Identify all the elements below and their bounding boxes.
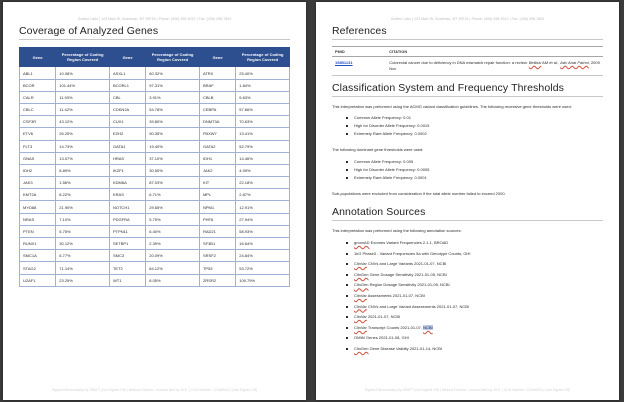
list-item (354, 335, 603, 341)
coverage-cell: 5.63% (236, 91, 290, 103)
table-row (20, 250, 290, 262)
source-detail: Gene Disease Validity 2021-01-14, NCBI (368, 345, 442, 351)
coverage-table-body (20, 67, 290, 286)
coverage-cell: 26.25% (56, 128, 110, 140)
coverage-cell: 6.40% (146, 225, 200, 237)
gene-cell: CUX1 (109, 116, 145, 128)
gene-cell: KDM6A (109, 177, 145, 189)
coverage-cell: 13.41% (236, 128, 290, 140)
gene-cell: FBXW7 (199, 128, 235, 140)
source-name: 1kG Phase3 (354, 250, 377, 256)
gene-cell: SRSF2 (199, 250, 235, 262)
source-detail: 2021-01-07, NCBI (366, 314, 401, 320)
source-detail: CNVs and Large Variant Assessments 2021-01-07, NCBI (366, 303, 470, 309)
gene-cell: CSF3R (20, 116, 56, 128)
source-detail: 2021-01-08, GHI (377, 335, 409, 341)
coverage-cell: 97.31% (146, 79, 200, 91)
gene-cell: DNMT3A (199, 116, 235, 128)
list-item (354, 272, 603, 278)
source-name: ClinVar (354, 314, 367, 320)
table-row (20, 213, 290, 225)
coverage-cell: 43.12% (56, 116, 110, 128)
table-row (20, 189, 290, 201)
gene-cell: EZH2 (109, 128, 145, 140)
coverage-cell: 39.80% (146, 116, 200, 128)
gene-cell: SF3B1 (199, 238, 235, 250)
source-name: ClinGen (354, 271, 369, 277)
page-title-coverage: Coverage of Analyzed Genes (19, 25, 290, 40)
table-row (20, 262, 290, 274)
source-name: ClinGen (354, 345, 369, 351)
gene-cell: BCOR (20, 79, 56, 91)
table-row (20, 103, 290, 115)
table-row (20, 91, 290, 103)
coverage-cell: 22.18% (236, 177, 290, 189)
list-item (354, 325, 603, 331)
gene-cell: ZRSR2 (199, 274, 235, 286)
gene-cell: CBLC (20, 103, 56, 115)
coverage-cell: 2.39% (146, 238, 200, 250)
table-row (20, 177, 290, 189)
coverage-cell: 8.05% (146, 274, 200, 286)
section-title-classification: Classification System and Frequency Thresholds (332, 82, 603, 97)
coverage-cell: 3.91% (146, 91, 200, 103)
gene-cell: PTEN (20, 225, 56, 237)
coverage-table (19, 47, 290, 287)
list-item (354, 304, 603, 310)
gene-cell: HRAS (109, 152, 145, 164)
source-detail: Region Dosage Sensitivity 2021-01-05, NCBI (368, 282, 450, 288)
citation-text: Colorectal cancer due to deficiency in DNA mismatch repair function: a review. (389, 60, 529, 65)
coverage-cell: 8.89% (56, 164, 110, 176)
coverage-cell: 23.29% (56, 274, 110, 286)
references-header-row (332, 47, 603, 57)
coverage-cell: 52.79% (236, 140, 290, 152)
coverage-cell: 27.94% (236, 213, 290, 225)
coverage-cell: 21.90% (56, 201, 110, 213)
table-row (332, 57, 603, 76)
coverage-cell: 19.40% (146, 140, 200, 152)
gene-cell: NPM1 (199, 201, 235, 213)
coverage-cell: 60.32% (146, 67, 200, 79)
source-detail: Gene Dosage Sensitivity 2021-01-05, NCBI (368, 271, 447, 277)
gene-cell: SETBP1 (109, 238, 145, 250)
list-item (354, 251, 603, 257)
table-row (20, 238, 290, 250)
list-item: Extremely Rare Allele Frequency: 0.0001 (354, 175, 603, 181)
annotation-intro: This interpretation was preformed using the following annotation sources: (332, 227, 462, 233)
table-row (20, 79, 290, 91)
coverage-cell: 12.91% (236, 201, 290, 213)
list-item (354, 261, 603, 267)
gene-cell: RAD21 (199, 225, 235, 237)
gene-cell: CDKN2A (109, 103, 145, 115)
citation-author-rest: AM et al., (541, 60, 561, 65)
gene-cell: FLT3 (20, 140, 56, 152)
gene-cell: ETV6 (20, 128, 56, 140)
gene-cell: STAG2 (20, 262, 56, 274)
coverage-cell: 54.78% (146, 103, 200, 115)
references-table (332, 46, 603, 76)
gene-cell: NRAS (20, 213, 56, 225)
list-item: Common Allele Frequency: 0.005 (354, 159, 603, 165)
coverage-cell: 6.77% (56, 250, 110, 262)
source-detail: - Variant Frequencies 5a with Genotype Counts, GHI (376, 250, 471, 256)
coverage-col-5: Gene (199, 48, 235, 67)
coverage-cell: 30.12% (56, 238, 110, 250)
coverage-cell: 6.71% (146, 189, 200, 201)
gene-cell: ASXL1 (109, 67, 145, 79)
gene-cell: GATA2 (199, 140, 235, 152)
source-name: ClinVar (354, 324, 367, 330)
gene-cell: IKZF1 (109, 164, 145, 176)
gene-cell: NOTCH1 (109, 201, 145, 213)
citation-author: Bellizzi (528, 60, 542, 65)
source-detail: Transcript Counts 2021-01-07, (366, 324, 424, 330)
citation-journal: Adv Anat Pathol (560, 60, 589, 65)
citation-date: , 2009 Nov (389, 60, 600, 71)
gene-cell: ABL1 (20, 67, 56, 79)
coverage-cell: 14.73% (56, 140, 110, 152)
gene-cell: ATRX (199, 67, 235, 79)
coverage-cell: 2.87% (236, 189, 290, 201)
coverage-cell: 8.22% (56, 189, 110, 201)
references-col-citation: CITATION (386, 47, 603, 57)
gene-cell: SMC3 (109, 250, 145, 262)
coverage-col-2: Percentage of Coding Region Covered (56, 48, 110, 67)
table-row (20, 201, 290, 213)
source-name: gnomAD (354, 240, 370, 245)
source-name: ClinVar (354, 261, 367, 267)
section-title-references: References (332, 25, 603, 40)
coverage-cell: 1.56% (56, 177, 110, 189)
gene-cell: IDH1 (199, 152, 235, 164)
dominant-thresholds-list (332, 159, 603, 183)
coverage-cell: 4.09% (236, 164, 290, 176)
gene-cell: CALR (20, 91, 56, 103)
page-header-left: Golden Labs | 123 Main St, Bozeman, MT 59715 | Phone: (406) 498-9012 | Fax: (406) 498-7654 (77, 17, 232, 21)
coverage-cell: 53.72% (236, 262, 290, 274)
list-item (354, 293, 603, 299)
gene-cell: CEBPA (199, 103, 235, 115)
annotation-sources-list (332, 240, 603, 357)
list-item: Common Allele Frequency: 0.01 (354, 115, 603, 121)
coverage-cell: 71.14% (56, 262, 110, 274)
gene-cell: RUNX1 (20, 238, 56, 250)
coverage-cell: 5.75% (146, 213, 200, 225)
list-item (354, 314, 603, 320)
gene-cell: TET2 (109, 262, 145, 274)
gene-cell: KMT2A (20, 189, 56, 201)
coverage-cell: 16.64% (236, 238, 290, 250)
gene-cell: TP53 (199, 262, 235, 274)
coverage-cell: 25.40% (236, 67, 290, 79)
coverage-cell: 58.93% (236, 225, 290, 237)
page-left (3, 2, 306, 400)
coverage-cell: 109.79% (236, 274, 290, 286)
list-item (354, 240, 603, 246)
source-name: ClinVar (354, 303, 367, 309)
dominant-intro: The following dominant gene thresholds were used: (332, 147, 424, 153)
coverage-cell: 5.75% (56, 225, 110, 237)
references-col-pmid: PMID (332, 47, 386, 57)
table-row (20, 274, 290, 286)
coverage-cell: 87.03% (146, 177, 200, 189)
gene-cell: BCORL1 (109, 79, 145, 91)
coverage-cell: 70.63% (236, 116, 290, 128)
page-footer-left: Signed Electronically by DRAFT (Not Signed Off) | Medical Director: Leonard McCoy, M.D. | CLIA Number: 12344BCD | (Not Signed Off) (52, 388, 257, 392)
source-detail: CNVs and Large Variants 2021-01-07, NCBI (366, 261, 447, 267)
coverage-cell: 14.46% (236, 152, 290, 164)
coverage-cell: 37.10% (146, 152, 200, 164)
page-right (316, 2, 619, 400)
subpopulation-note: Sub-populations were excluded from consideration if the total allele number failed to exceed 2000. (332, 190, 506, 196)
coverage-cell: 11.93% (56, 91, 110, 103)
table-row (20, 128, 290, 140)
gene-cell: MPL (199, 189, 235, 201)
coverage-cell: 20.09% (146, 250, 200, 262)
coverage-cell: 101.44% (56, 79, 110, 91)
table-row (20, 152, 290, 164)
coverage-table-wrap (19, 47, 290, 287)
gene-cell: CBLB (199, 91, 235, 103)
coverage-cell: 1.84% (236, 79, 290, 91)
table-row (20, 67, 290, 79)
coverage-cell: 11.42% (56, 103, 110, 115)
coverage-cell: 24.84% (236, 250, 290, 262)
coverage-cell: 29.65% (146, 201, 200, 213)
gene-cell: KRAS (109, 189, 145, 201)
coverage-col-1: Gene (20, 48, 56, 67)
page-footer-right: Signed Electronically by DRAFT (Not Signed Off) | Medical Director: Leonard McCoy, M.D. | CLIA Number: 12344BCD | (Not Signed Off) (365, 388, 570, 392)
gene-cell: GNAS (20, 152, 56, 164)
recessive-thresholds-list (332, 115, 603, 139)
source-name: ClinGen (354, 282, 369, 288)
table-row (20, 140, 290, 152)
gene-cell: JAK3 (20, 177, 56, 189)
coverage-cell: 7.10% (56, 213, 110, 225)
coverage-col-6: Percentage of Coding Region Covered (236, 48, 290, 67)
gene-cell: BRAF (199, 79, 235, 91)
gene-cell: IDH2 (20, 164, 56, 176)
coverage-col-4: Percentage of Coding Region Covered (146, 48, 200, 67)
source-name: OMIM Genes (354, 335, 378, 341)
gene-cell: PHF6 (199, 213, 235, 225)
coverage-cell: 57.66% (236, 103, 290, 115)
list-item: High for Disorder Allele Frequency: 0.0015 (354, 123, 603, 129)
list-item (354, 282, 603, 288)
gene-cell: KIT (199, 177, 235, 189)
table-row (20, 164, 290, 176)
table-row (20, 225, 290, 237)
coverage-table-header-row (20, 48, 290, 67)
list-item: High for Disorder Allele Frequency: 0.0005 (354, 167, 603, 173)
coverage-cell: 13.07% (56, 152, 110, 164)
source-detail-selected: NCBI (423, 324, 433, 330)
reference-pmid-cell (332, 57, 386, 76)
coverage-cell: 84.12% (146, 262, 200, 274)
coverage-cell: 30.50% (146, 164, 200, 176)
table-row (20, 116, 290, 128)
source-detail: Exomes Variant Frequencies 2.1.1, BROAD (369, 240, 449, 245)
list-item (354, 346, 603, 352)
gene-cell: CBL (109, 91, 145, 103)
gene-cell: PDGFRA (109, 213, 145, 225)
gene-cell: MYD88 (20, 201, 56, 213)
section-title-annotation: Annotation Sources (332, 206, 603, 221)
pmid-link[interactable]: 19851131 (335, 60, 353, 65)
reference-citation-cell (386, 57, 603, 76)
source-detail: Assessments 2021-01-07, NCBI (366, 292, 425, 298)
gene-cell: WT1 (109, 274, 145, 286)
gene-cell: JAK2 (199, 164, 235, 176)
list-item: Extremely Rare Allele Frequency: 0.0002 (354, 131, 603, 137)
gene-cell: GATA1 (109, 140, 145, 152)
coverage-col-3: Gene (109, 48, 145, 67)
page-header-right: Golden Labs | 123 Main St, Bozeman, MT 59715 | Phone: (406) 498-9012 | Fax: (406) 498-7654 (390, 17, 545, 21)
gene-cell: PTPN11 (109, 225, 145, 237)
coverage-cell: 90.35% (146, 128, 200, 140)
coverage-cell: 10.08% (56, 67, 110, 79)
gene-cell: U2AF1 (20, 274, 56, 286)
gene-cell: SMC1A (20, 250, 56, 262)
source-name: ClinVar (354, 292, 367, 298)
classification-intro: This interpretation was preformed using the ACMG variant classification guidelines. The following recessive gene thresholds were used: (332, 104, 572, 110)
